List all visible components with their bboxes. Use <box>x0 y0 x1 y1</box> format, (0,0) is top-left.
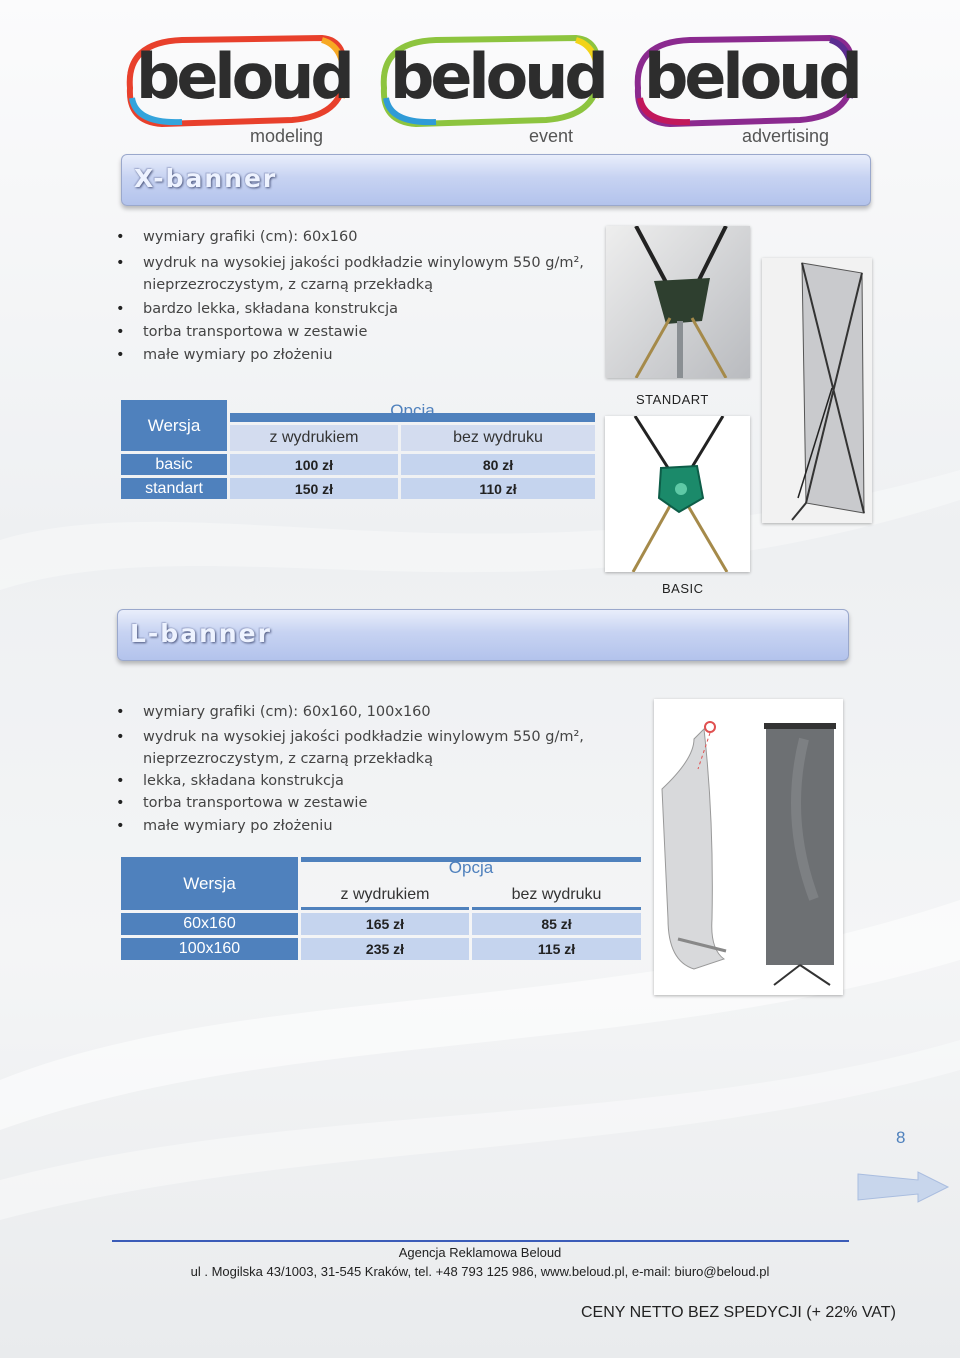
price-with-print: 235 zł <box>301 938 469 960</box>
table-header-option: Opcja <box>301 857 641 879</box>
feature-item: • bardzo lekka, składana konstrukcja <box>116 298 596 320</box>
price-without-print: 85 zł <box>472 913 641 935</box>
price-with-print: 100 zł <box>230 454 398 475</box>
row-label: 100x160 <box>121 938 298 960</box>
xbanner-side-photo <box>762 258 872 523</box>
feature-item: • wydruk na wysokiej jakości podkładzie winylowym 550 g/m², nieprzezroczystym, z czarną przekładką <box>116 252 596 296</box>
price-without-print: 80 zł <box>401 454 595 475</box>
xbanner-side-image <box>762 258 872 523</box>
footer-address: ul . Mogilska 43/1003, 31-545 Kraków, tel. +48 793 125 986, www.beloud.pl, e-mail: biuro@beloud.pl <box>190 1264 770 1279</box>
logo-subtitle: modeling <box>250 126 324 146</box>
lbanner-header <box>117 609 849 661</box>
table-header-with-print: z wydrukiem <box>301 882 469 910</box>
logo-word: beloud <box>644 40 859 113</box>
feature-item: • torba transportowa w zestawie <box>116 321 596 343</box>
xbanner-standart-photo <box>606 226 750 378</box>
table-header-version: Wersja <box>121 857 298 910</box>
lbanner-feature-list <box>116 701 616 837</box>
logo-word: beloud <box>390 40 605 113</box>
xbanner-header <box>121 154 871 206</box>
footer-divider <box>112 1240 849 1242</box>
feature-item: • lekka, składana konstrukcja <box>116 770 616 792</box>
table-header-with-print: z wydrukiem <box>230 425 398 451</box>
logo-beloud-event <box>376 28 606 148</box>
logo-subtitle: advertising <box>742 126 830 146</box>
table-header-option: Opcja <box>230 400 595 422</box>
feature-item: • małe wymiary po złożeniu <box>116 815 616 837</box>
table-header-without-print: bez wydruku <box>401 425 595 451</box>
feature-item: • wymiary grafiki (cm): 60x160, 100x160 <box>116 701 616 723</box>
caption-standart: STANDART <box>636 392 709 407</box>
xbanner-basic-image <box>605 416 750 572</box>
table-row <box>121 913 641 935</box>
lbanner-image <box>654 699 843 995</box>
next-arrow-icon <box>856 1168 950 1206</box>
feature-item: • małe wymiary po złożeniu <box>116 344 596 366</box>
feature-item: • wymiary grafiki (cm): 60x160 <box>116 226 596 248</box>
table-header-version: Wersja <box>121 400 227 451</box>
row-label: basic <box>121 454 227 475</box>
row-label: standart <box>121 478 227 499</box>
xbanner-title: X-banner <box>134 164 278 193</box>
logo-beloud-advertising <box>630 28 860 148</box>
price-with-print: 165 zł <box>301 913 469 935</box>
table-row <box>121 938 641 960</box>
footer-company: Agencja Reklamowa Beloud <box>398 1245 562 1260</box>
logo-beloud-modeling <box>122 28 352 148</box>
lbanner-title: L-banner <box>130 619 272 648</box>
xbanner-standart-image <box>606 226 750 378</box>
logo-word: beloud <box>136 40 351 113</box>
lbanner-price-table <box>118 854 644 963</box>
table-header-without-print: bez wydruku <box>472 882 641 910</box>
caption-basic: BASIC <box>662 581 704 596</box>
xbanner-basic-photo <box>605 416 750 572</box>
xbanner-price-table <box>118 397 598 502</box>
price-without-print: 110 zł <box>401 478 595 499</box>
footer-price-note: CENY NETTO BEZ SPEDYCJI (+ 22% VAT) <box>581 1304 896 1321</box>
price-without-print: 115 zł <box>472 938 641 960</box>
feature-item: • torba transportowa w zestawie <box>116 792 616 814</box>
logo-subtitle: event <box>529 126 574 146</box>
feature-item: • wydruk na wysokiej jakości podkładzie winylowym 550 g/m², nieprzezroczystym, z czarną przekładką <box>116 726 616 770</box>
price-with-print: 150 zł <box>230 478 398 499</box>
table-row <box>121 478 595 499</box>
table-row <box>121 454 595 475</box>
lbanner-photo <box>654 699 843 995</box>
row-label: 60x160 <box>121 913 298 935</box>
xbanner-feature-list <box>116 226 596 366</box>
page-number: 8 <box>896 1128 906 1147</box>
